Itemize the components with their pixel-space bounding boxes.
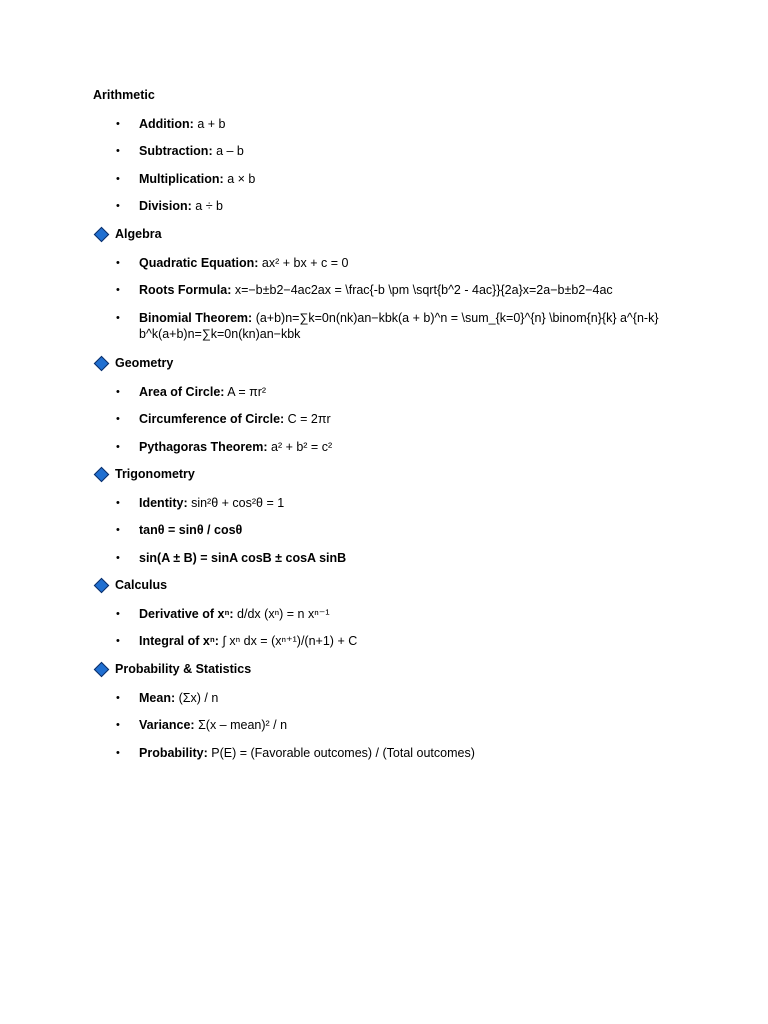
bullet-icon: •: [116, 311, 120, 324]
bullet-icon: •: [116, 413, 120, 425]
item-text: ∫ xⁿ dx = (xⁿ⁺¹)/(n+1) + C: [218, 634, 358, 648]
list-item: [93, 522, 669, 538]
item-text: A = πr²: [224, 384, 267, 399]
bullet-icon: •: [116, 607, 120, 620]
bullet-icon: •: [116, 691, 120, 704]
item-text: d/dx (xⁿ) = n xⁿ⁻¹: [233, 606, 330, 621]
list-item: [93, 310, 669, 342]
bullet-icon: •: [116, 524, 120, 536]
list-item: [93, 745, 669, 761]
diamond-bullet-icon: [94, 466, 110, 482]
item-label: Integral of xⁿ:: [139, 634, 219, 648]
item-text: C = 2πr: [284, 412, 331, 426]
item-label: Area of Circle:: [139, 384, 225, 399]
section-arithmetic: [93, 86, 693, 214]
item-text: ax² + bx + c = 0: [258, 255, 349, 270]
bullet-icon: •: [116, 746, 120, 759]
list-item: [93, 411, 669, 427]
section-calculus: [93, 576, 693, 649]
list-item: [93, 282, 669, 298]
bullet-icon: •: [116, 440, 120, 453]
item-list: [93, 690, 693, 761]
item-label: Circumference of Circle:: [139, 412, 285, 426]
item-label: sin(A ± B) = sinA cosB ± cosA sinB: [139, 550, 347, 565]
section-title: [93, 86, 693, 104]
section-trigonometry: [93, 465, 693, 566]
list-item: [93, 255, 669, 271]
section-title: [93, 225, 693, 243]
item-text: (Σx) / n: [175, 690, 219, 705]
item-text: a ÷ b: [191, 199, 223, 213]
item-label: Identity:: [139, 495, 188, 510]
bullet-icon: •: [116, 719, 120, 731]
item-list: [93, 255, 693, 342]
section-title-text: Probability & Statistics: [115, 662, 252, 676]
diamond-bullet-icon: [94, 661, 110, 677]
bullet-icon: •: [116, 284, 120, 296]
section-title-text: Trigonometry: [115, 467, 195, 481]
bullet-icon: •: [116, 117, 120, 130]
item-list: [93, 384, 693, 455]
item-label: Probability:: [139, 745, 208, 760]
section-title-text: Arithmetic: [93, 88, 155, 102]
item-text: x=−b±b2−4ac2ax = \frac{-b \pm \sqrt{b^2 - 4ac}}{2a}x=2a−b±b2−4ac: [231, 283, 613, 297]
item-text: a × b: [223, 171, 256, 186]
diamond-bullet-icon: [94, 226, 110, 242]
item-label: Mean:: [139, 690, 176, 705]
item-label: Quadratic Equation:: [139, 255, 259, 270]
bullet-icon: •: [116, 635, 120, 647]
list-item: [93, 171, 669, 187]
item-list: [93, 495, 693, 566]
list-item: [93, 550, 669, 566]
item-text: a + b: [193, 116, 226, 131]
item-list: [93, 606, 693, 650]
bullet-icon: •: [116, 172, 120, 185]
bullet-icon: •: [116, 145, 120, 157]
item-label: Subtraction:: [139, 144, 213, 158]
diamond-bullet-icon: [94, 355, 110, 371]
section-algebra: [93, 225, 693, 342]
section-title-text: Calculus: [115, 578, 168, 592]
item-label: Multiplication:: [139, 171, 224, 186]
item-text: P(E) = (Favorable outcomes) / (Total outcomes): [207, 745, 475, 760]
item-text: Σ(x – mean)² / n: [194, 718, 288, 732]
item-label: Roots Formula:: [139, 283, 232, 297]
section-title-text: Algebra: [115, 227, 162, 241]
bullet-icon: •: [116, 385, 120, 398]
list-item: [93, 633, 669, 649]
list-item: [93, 495, 669, 511]
list-item: [93, 116, 669, 132]
item-text: sin²θ + cos²θ = 1: [187, 495, 285, 510]
diamond-bullet-icon: [94, 577, 110, 593]
item-label: Addition:: [139, 116, 194, 131]
list-item: [93, 717, 669, 733]
section-title: [93, 660, 693, 678]
bullet-icon: •: [116, 256, 120, 269]
item-list: [93, 116, 693, 215]
list-item: [93, 198, 669, 214]
item-label: tanθ = sinθ / cosθ: [139, 523, 243, 537]
item-text: a² + b² = c²: [267, 439, 333, 454]
list-item: [93, 384, 669, 400]
section-title: [93, 576, 693, 594]
item-text: (a+b)n=∑k=0n(nk)an−kbk(a + b)^n = \sum_{k=0}^{n} \binom{n}{k} a^{n-k} b^k(a+b)n=∑k=0n(kn)an−kbk: [139, 310, 659, 341]
item-text: a – b: [212, 144, 244, 158]
list-item: [93, 606, 669, 622]
section-geometry: [93, 354, 693, 455]
item-label: Binomial Theorem:: [139, 310, 253, 325]
section-title: [93, 354, 693, 372]
item-label: Pythagoras Theorem:: [139, 439, 268, 454]
section-title-text: Geometry: [115, 356, 174, 370]
list-item: [93, 690, 669, 706]
item-label: Division:: [139, 199, 192, 213]
bullet-icon: •: [116, 551, 120, 564]
section-title: [93, 465, 693, 483]
bullet-icon: •: [116, 496, 120, 509]
bullet-icon: •: [116, 200, 120, 212]
list-item: [93, 439, 669, 455]
item-label: Variance:: [139, 718, 195, 732]
list-item: [93, 143, 669, 159]
section-probability-statistics: [93, 660, 693, 761]
item-label: Derivative of xⁿ:: [139, 606, 234, 621]
